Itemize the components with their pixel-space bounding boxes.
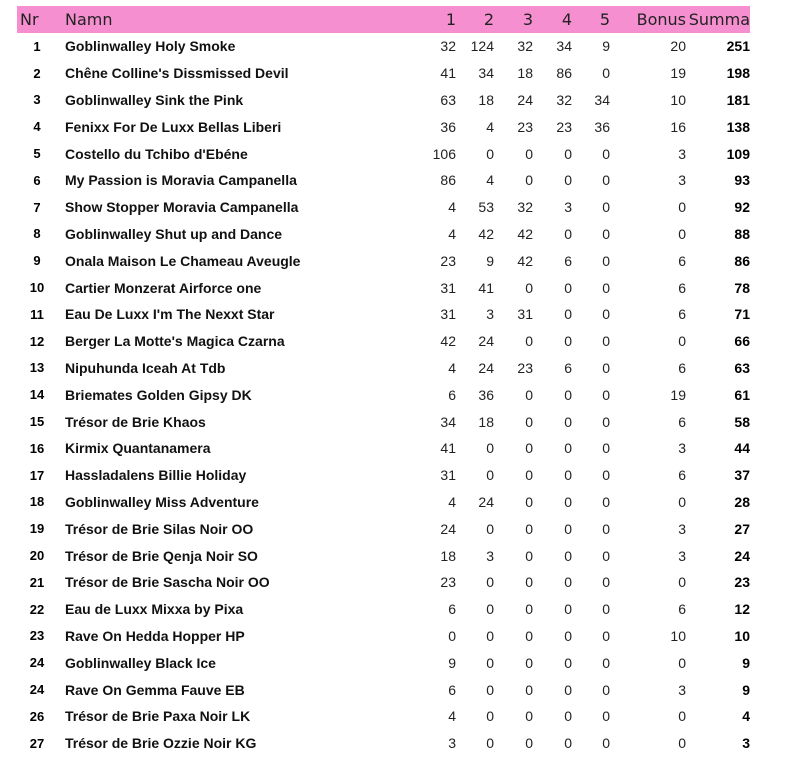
row-score-5: 0 <box>602 306 610 323</box>
row-nr: 22 <box>29 601 45 617</box>
row-score-5: 0 <box>602 493 610 510</box>
row-nr: 15 <box>29 414 45 430</box>
row-sum: 58 <box>734 413 750 430</box>
row-score-3: 0 <box>525 333 533 350</box>
table-row <box>17 435 750 462</box>
row-score-1: 0 <box>448 627 456 644</box>
row-score-5: 0 <box>602 359 610 376</box>
row-nr: 19 <box>29 521 45 537</box>
row-name: Berger La Motte's Magica Czarna <box>65 333 285 350</box>
row-nr: 12 <box>29 333 45 349</box>
row-score-5: 36 <box>594 118 610 135</box>
row-score-5: 0 <box>602 199 610 216</box>
row-bonus: 6 <box>678 601 686 618</box>
row-score-4: 0 <box>564 708 572 725</box>
row-name: Trésor de Brie Sascha Noir OO <box>65 574 270 591</box>
row-sum: 88 <box>734 225 750 242</box>
row-name: Trésor de Brie Silas Noir OO <box>65 520 254 537</box>
row-score-4: 0 <box>564 735 572 752</box>
table-row <box>17 140 750 167</box>
table-row <box>17 381 750 408</box>
row-score-3: 0 <box>525 627 533 644</box>
row-nr: 13 <box>29 360 45 376</box>
table-row <box>17 462 750 489</box>
row-sum: 71 <box>734 306 750 323</box>
row-bonus: 3 <box>678 172 686 189</box>
table-row <box>17 167 750 194</box>
table-row <box>17 703 750 730</box>
row-nr: 10 <box>29 280 45 296</box>
row-score-1: 4 <box>448 493 456 510</box>
row-score-5: 0 <box>602 225 610 242</box>
row-score-5: 0 <box>602 467 610 484</box>
row-bonus: 6 <box>678 306 686 323</box>
row-score-3: 0 <box>525 547 533 564</box>
row-score-1: 31 <box>440 467 456 484</box>
row-bonus: 6 <box>678 252 686 269</box>
row-nr: 11 <box>30 306 44 322</box>
row-bonus: 6 <box>678 413 686 430</box>
row-score-4: 0 <box>564 413 572 430</box>
row-score-2: 0 <box>486 574 494 591</box>
row-score-3: 0 <box>525 708 533 725</box>
row-sum: 198 <box>726 65 750 82</box>
row-score-5: 0 <box>602 547 610 564</box>
row-nr: 24 <box>29 655 45 671</box>
table-row <box>17 596 750 623</box>
table-row <box>17 515 750 542</box>
row-name: Goblinwalley Sink the Pink <box>65 91 244 108</box>
row-bonus: 3 <box>678 520 686 537</box>
row-bonus: 0 <box>678 199 686 216</box>
row-score-2: 36 <box>478 386 494 403</box>
row-nr: 2 <box>33 65 41 81</box>
row-score-1: 9 <box>448 654 456 671</box>
row-score-3: 0 <box>525 493 533 510</box>
row-sum: 27 <box>734 520 750 537</box>
row-nr: 8 <box>33 226 41 242</box>
row-nr: 7 <box>33 199 41 215</box>
row-sum: 92 <box>734 199 750 216</box>
row-sum: 66 <box>734 333 750 350</box>
row-score-1: 31 <box>440 306 456 323</box>
row-score-5: 0 <box>602 172 610 189</box>
row-sum: 138 <box>726 118 750 135</box>
row-score-2: 0 <box>486 145 494 162</box>
row-name: Goblinwalley Holy Smoke <box>65 38 236 55</box>
row-sum: 23 <box>734 574 750 591</box>
row-name: Nipuhunda Iceah At Tdb <box>65 359 226 376</box>
row-score-3: 0 <box>525 601 533 618</box>
row-score-4: 0 <box>564 306 572 323</box>
table-row <box>17 676 750 703</box>
row-score-1: 6 <box>448 681 456 698</box>
row-score-4: 0 <box>564 386 572 403</box>
row-name: Onala Maison Le Chameau Aveugle <box>65 252 301 269</box>
row-score-3: 0 <box>525 735 533 752</box>
row-bonus: 3 <box>678 547 686 564</box>
row-score-2: 41 <box>478 279 494 296</box>
row-score-3: 0 <box>525 172 533 189</box>
table-row <box>17 194 750 221</box>
row-name: Rave On Hedda Hopper HP <box>65 627 245 644</box>
row-name: Goblinwalley Black Ice <box>65 654 216 671</box>
row-score-4: 0 <box>564 574 572 591</box>
row-score-2: 4 <box>486 172 494 189</box>
row-nr: 21 <box>29 574 45 590</box>
row-score-2: 0 <box>486 440 494 457</box>
row-bonus: 3 <box>678 440 686 457</box>
row-sum: 37 <box>734 467 750 484</box>
row-score-3: 0 <box>525 467 533 484</box>
row-score-5: 9 <box>602 38 610 55</box>
row-score-2: 0 <box>486 708 494 725</box>
header-score-5: 5 <box>599 10 610 29</box>
row-nr: 20 <box>29 548 45 564</box>
row-score-5: 0 <box>602 279 610 296</box>
header-score-1: 1 <box>445 10 456 29</box>
row-bonus: 6 <box>678 279 686 296</box>
row-score-3: 32 <box>517 199 533 216</box>
row-score-2: 42 <box>478 225 494 242</box>
row-sum: 9 <box>742 681 750 698</box>
row-name: My Passion is Moravia Campanella <box>65 172 297 189</box>
row-nr: 9 <box>33 253 41 269</box>
row-nr: 26 <box>29 708 45 724</box>
table-row <box>17 542 750 569</box>
row-score-3: 0 <box>525 520 533 537</box>
row-score-3: 32 <box>517 38 533 55</box>
row-score-3: 0 <box>525 413 533 430</box>
row-score-1: 3 <box>448 735 456 752</box>
row-score-4: 0 <box>564 493 572 510</box>
row-score-2: 24 <box>478 359 494 376</box>
row-bonus: 0 <box>678 574 686 591</box>
row-sum: 78 <box>734 279 750 296</box>
row-sum: 28 <box>734 493 750 510</box>
header-score-3: 3 <box>522 10 533 29</box>
row-score-5: 0 <box>602 520 610 537</box>
row-score-1: 34 <box>440 413 456 430</box>
row-score-4: 34 <box>556 38 572 55</box>
header-score-4: 4 <box>561 10 572 29</box>
header-sum: Summa <box>688 10 750 29</box>
row-score-1: 41 <box>440 440 456 457</box>
row-score-3: 23 <box>517 118 533 135</box>
row-score-4: 0 <box>564 520 572 537</box>
row-name: Eau De Luxx I'm The Nexxt Star <box>65 306 275 323</box>
row-sum: 181 <box>726 91 750 108</box>
row-bonus: 6 <box>678 359 686 376</box>
row-sum: 24 <box>734 547 750 564</box>
row-name: Fenixx For De Luxx Bellas Liberi <box>65 118 282 135</box>
row-score-4: 0 <box>564 627 572 644</box>
table-row <box>17 87 750 114</box>
row-name: Briemates Golden Gipsy DK <box>65 386 252 403</box>
row-bonus: 16 <box>670 118 686 135</box>
row-score-3: 0 <box>525 145 533 162</box>
row-score-2: 0 <box>486 627 494 644</box>
row-score-3: 0 <box>525 654 533 671</box>
row-nr: 1 <box>33 38 41 54</box>
row-score-2: 4 <box>486 118 494 135</box>
row-name: Trésor de Brie Paxa Noir LK <box>65 708 251 725</box>
row-score-1: 18 <box>440 547 456 564</box>
row-sum: 63 <box>734 359 750 376</box>
row-score-2: 0 <box>486 520 494 537</box>
row-score-2: 18 <box>478 91 494 108</box>
row-sum: 109 <box>726 145 750 162</box>
row-score-4: 0 <box>564 654 572 671</box>
table-row <box>17 33 750 60</box>
row-score-5: 0 <box>602 627 610 644</box>
row-bonus: 19 <box>670 386 686 403</box>
row-score-4: 32 <box>556 91 572 108</box>
row-score-4: 0 <box>564 172 572 189</box>
row-bonus: 0 <box>678 333 686 350</box>
row-bonus: 10 <box>670 91 686 108</box>
row-bonus: 0 <box>678 735 686 752</box>
row-bonus: 0 <box>678 654 686 671</box>
row-score-4: 0 <box>564 601 572 618</box>
row-score-5: 0 <box>602 145 610 162</box>
row-bonus: 0 <box>678 493 686 510</box>
row-sum: 9 <box>742 654 750 671</box>
table-row <box>17 247 750 274</box>
row-score-2: 18 <box>478 413 494 430</box>
table-row <box>17 221 750 248</box>
row-sum: 10 <box>734 627 750 644</box>
row-score-2: 0 <box>486 681 494 698</box>
table-body <box>17 33 750 757</box>
row-nr: 3 <box>33 92 41 108</box>
row-score-2: 124 <box>470 38 494 55</box>
row-score-5: 0 <box>602 654 610 671</box>
row-sum: 44 <box>734 440 750 457</box>
row-score-1: 41 <box>440 65 456 82</box>
row-score-5: 0 <box>602 413 610 430</box>
row-sum: 251 <box>726 38 750 55</box>
row-score-1: 4 <box>448 225 456 242</box>
row-name: Trésor de Brie Qenja Noir SO <box>65 547 258 564</box>
row-score-3: 0 <box>525 681 533 698</box>
row-score-1: 23 <box>440 252 456 269</box>
table-row <box>17 569 750 596</box>
row-score-5: 0 <box>602 708 610 725</box>
row-score-5: 0 <box>602 333 610 350</box>
row-bonus: 6 <box>678 467 686 484</box>
row-nr: 24 <box>29 682 45 698</box>
row-score-3: 31 <box>517 306 533 323</box>
header-bonus: Bonus <box>636 10 686 29</box>
row-score-1: 86 <box>440 172 456 189</box>
table-header <box>17 6 750 33</box>
row-score-1: 32 <box>440 38 456 55</box>
row-score-3: 23 <box>517 359 533 376</box>
row-score-4: 23 <box>556 118 572 135</box>
row-score-5: 0 <box>602 574 610 591</box>
row-score-4: 6 <box>564 252 572 269</box>
row-name: Costello du Tchibo d'Ebéne <box>65 145 248 162</box>
header-score-2: 2 <box>483 10 494 29</box>
row-score-5: 0 <box>602 65 610 82</box>
row-nr: 27 <box>29 735 45 751</box>
row-score-2: 0 <box>486 735 494 752</box>
row-score-3: 42 <box>517 225 533 242</box>
row-score-4: 0 <box>564 681 572 698</box>
row-score-5: 0 <box>602 681 610 698</box>
row-sum: 12 <box>734 601 750 618</box>
header-name: Namn <box>65 10 113 29</box>
row-score-1: 24 <box>440 520 456 537</box>
row-score-1: 4 <box>448 708 456 725</box>
row-name: Cartier Monzerat Airforce one <box>65 279 262 296</box>
row-score-1: 106 <box>432 145 456 162</box>
row-bonus: 0 <box>678 708 686 725</box>
table-row <box>17 274 750 301</box>
row-score-4: 0 <box>564 547 572 564</box>
row-nr: 16 <box>29 440 45 456</box>
row-nr: 4 <box>33 119 41 135</box>
table-row <box>17 623 750 650</box>
row-name: Goblinwalley Shut up and Dance <box>65 225 283 242</box>
row-nr: 6 <box>33 172 41 188</box>
row-sum: 93 <box>734 172 750 189</box>
row-name: Trésor de Brie Ozzie Noir KG <box>65 735 257 752</box>
row-score-4: 6 <box>564 359 572 376</box>
row-bonus: 3 <box>678 145 686 162</box>
table-row <box>17 301 750 328</box>
header-nr: Nr <box>20 10 39 29</box>
row-nr: 17 <box>29 467 45 483</box>
row-score-2: 24 <box>478 333 494 350</box>
row-score-3: 18 <box>517 65 533 82</box>
row-score-2: 53 <box>478 199 494 216</box>
table-row <box>17 355 750 382</box>
row-score-4: 0 <box>564 333 572 350</box>
row-score-5: 0 <box>602 601 610 618</box>
row-bonus: 19 <box>670 65 686 82</box>
row-score-2: 0 <box>486 654 494 671</box>
row-name: Show Stopper Moravia Campanella <box>65 199 299 216</box>
row-name: Chêne Colline's Dissmissed Devil <box>65 65 289 82</box>
row-score-1: 4 <box>448 199 456 216</box>
row-score-4: 0 <box>564 279 572 296</box>
table-row <box>17 60 750 87</box>
row-score-2: 3 <box>486 306 494 323</box>
row-score-2: 9 <box>486 252 494 269</box>
row-score-2: 0 <box>486 601 494 618</box>
row-name: Kirmix Quantanamera <box>65 440 211 457</box>
table-row <box>17 408 750 435</box>
row-score-5: 0 <box>602 735 610 752</box>
row-bonus: 0 <box>678 225 686 242</box>
row-bonus: 20 <box>670 38 686 55</box>
row-sum: 3 <box>742 735 750 752</box>
row-score-5: 0 <box>602 386 610 403</box>
row-score-2: 0 <box>486 467 494 484</box>
table-row <box>17 489 750 516</box>
row-nr: 14 <box>29 387 45 403</box>
row-name: Hassladalens Billie Holiday <box>65 467 247 484</box>
row-score-5: 0 <box>602 440 610 457</box>
row-score-1: 4 <box>448 359 456 376</box>
row-score-4: 0 <box>564 440 572 457</box>
row-score-3: 0 <box>525 386 533 403</box>
row-score-1: 31 <box>440 279 456 296</box>
row-score-2: 3 <box>486 547 494 564</box>
row-score-4: 0 <box>564 467 572 484</box>
table-row <box>17 649 750 676</box>
row-nr: 18 <box>29 494 45 510</box>
row-bonus: 3 <box>678 681 686 698</box>
table-row <box>17 113 750 140</box>
row-name: Rave On Gemma Fauve EB <box>65 681 245 698</box>
table-row <box>17 328 750 355</box>
row-score-1: 63 <box>440 91 456 108</box>
row-score-5: 34 <box>594 91 610 108</box>
row-score-2: 24 <box>478 493 494 510</box>
row-bonus: 10 <box>670 627 686 644</box>
row-score-3: 24 <box>517 91 533 108</box>
row-score-1: 23 <box>440 574 456 591</box>
results-table <box>17 6 750 757</box>
row-score-3: 42 <box>517 252 533 269</box>
row-score-4: 3 <box>564 199 572 216</box>
row-score-1: 36 <box>440 118 456 135</box>
row-score-1: 6 <box>448 601 456 618</box>
row-score-4: 0 <box>564 225 572 242</box>
row-score-4: 0 <box>564 145 572 162</box>
row-name: Goblinwalley Miss Adventure <box>65 493 259 510</box>
row-score-1: 42 <box>440 333 456 350</box>
row-name: Trésor de Brie Khaos <box>65 413 206 430</box>
row-sum: 61 <box>734 386 750 403</box>
row-score-5: 0 <box>602 252 610 269</box>
row-score-3: 0 <box>525 279 533 296</box>
row-score-4: 86 <box>556 65 572 82</box>
row-nr: 23 <box>29 628 45 644</box>
row-sum: 4 <box>742 708 750 725</box>
row-score-1: 6 <box>448 386 456 403</box>
table-row <box>17 730 750 757</box>
row-score-3: 0 <box>525 574 533 591</box>
row-name: Eau de Luxx Mixxa by Pixa <box>65 601 244 618</box>
row-nr: 5 <box>33 146 41 162</box>
row-sum: 86 <box>734 252 750 269</box>
row-score-3: 0 <box>525 440 533 457</box>
row-score-2: 34 <box>478 65 494 82</box>
